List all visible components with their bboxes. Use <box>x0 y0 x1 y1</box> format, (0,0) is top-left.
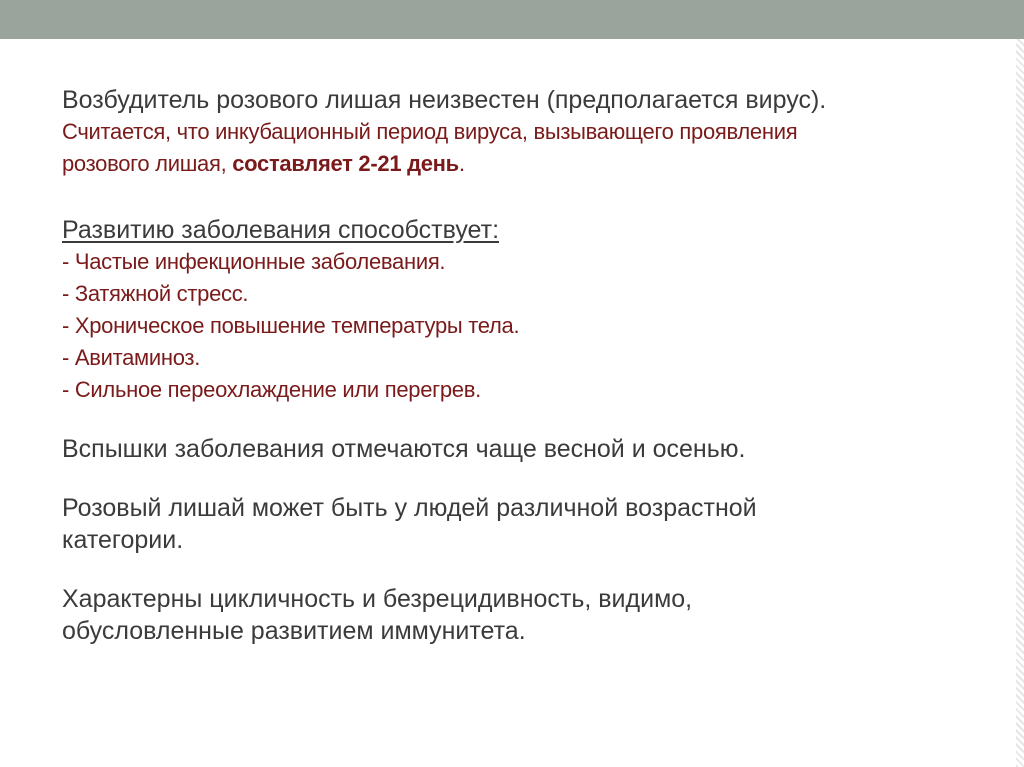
factors-heading <box>62 214 982 246</box>
paragraph-age-line2: категории. <box>62 526 184 554</box>
factor-item: - Авитаминоз. <box>62 345 201 370</box>
slide-edge-decoration <box>1016 39 1024 767</box>
incubation-text-end: . <box>458 151 465 176</box>
paragraph-outbreaks: Вспышки заболевания отмечаются чаще весной и осенью. <box>62 435 746 463</box>
paragraph-age-line1: Розовый лишай может быть у людей различной возрастной <box>62 494 757 522</box>
incubation-period-bold: составляет 2-21 день <box>232 151 459 176</box>
factor-item: - Затяжной стресс. <box>62 281 249 306</box>
factors-heading-text: Развитию заболевания способствует: <box>62 216 500 244</box>
paragraph-cyclicity-line2: обусловленные развитием иммунитета. <box>62 617 526 645</box>
paragraph-incubation-line2 <box>62 148 982 180</box>
slide-content <box>62 84 982 647</box>
incubation-text-start: розового лишая, <box>62 151 233 176</box>
factor-item: - Хроническое повышение температуры тела. <box>62 313 520 338</box>
paragraph-incubation-line1: Считается, что инкубационный период вируса, вызывающего проявления <box>62 119 798 144</box>
slide-header-bar <box>0 0 1024 39</box>
paragraph-pathogen: Возбудитель розового лишая неизвестен (предполагается вирус). <box>62 86 827 114</box>
factor-item: - Сильное переохлаждение или перегрев. <box>62 377 481 402</box>
factor-item: - Частые инфекционные заболевания. <box>62 249 446 274</box>
paragraph-cyclicity-line1: Характерны цикличность и безрецидивность, видимо, <box>62 585 693 613</box>
